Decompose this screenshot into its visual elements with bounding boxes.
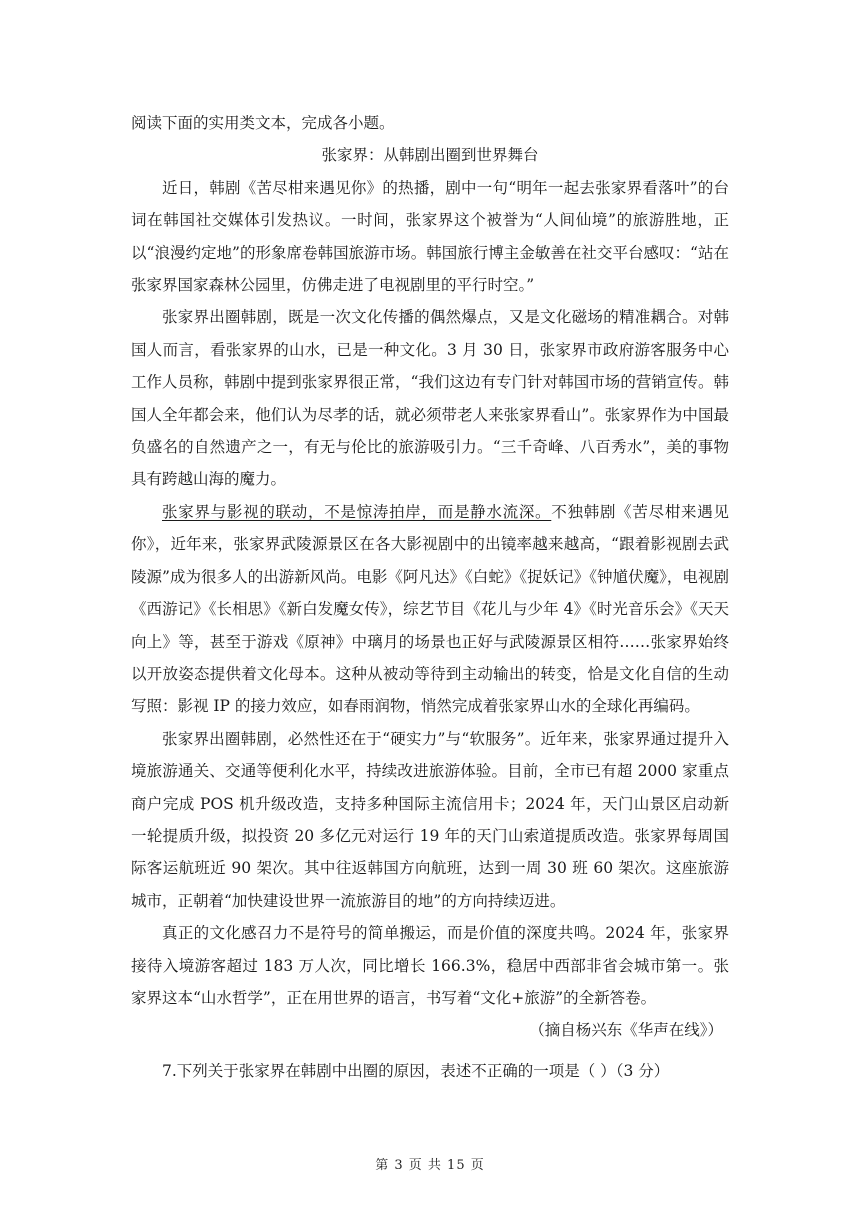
article-title: 张家界：从韩剧出圈到世界舞台 (321, 146, 539, 165)
paragraph-3 (131, 496, 729, 723)
paragraph-5: 真正的文化感召力不是符号的简单搬运，而是价值的深度共鸣。2024 年，张家界接待入境游客超过 183 万人次，同比增长 166.3%，稳居中西部非省会城市第一。张家界这本“山水哲学”，正在用世界的语言，书写着“文化+旅游”的全新答卷。 (131, 924, 729, 1007)
reading-instruction: 阅读下面的实用类文本，完成各小题。 (131, 114, 395, 132)
paragraph-3-text: 不独韩剧《苦尽柑来遇见你》，近年来，张家界武陵源景区在各大影视剧中的出镜率越来越高，“跟着影视剧去武陵源”成为很多人的出游新风尚。电影《阿凡达》《白蛇》《捉妖记》《钟馗伏魔》，电视剧《西游记》《长相思》《新白发魔女传》，综艺节目《花儿与少年 4》《时光音乐会》《天天向上》等，甚至于游戏《原神》中璃月的场景也正好与武陵源景区相符……张家界始终以开放姿态提供着文化母本。这种从被动等待到主动输出的转变，恰是文化自信的生动写照：影视 IP 的接力效应，如春雨润物，悄然完成着张家界山水的全球化再编码。 (131, 502, 729, 716)
paragraph-1: 近日，韩剧《苦尽柑来遇见你》的热播，剧中一句“明年一起去张家界看落叶”的台词在韩国社交媒体引发热议。一时间，张家界这个被誉为“人间仙境”的旅游胜地，正以“浪漫约定地”的形象席卷韩国旅游市场。韩国旅行博主金敏善在社交平台感叹：“站在张家界国家森林公园里，仿佛走进了电视剧里的平行时空。” (131, 178, 729, 295)
document-body (131, 107, 729, 1087)
article-source: （摘自杨兴东《华声在线》） (529, 1021, 723, 1040)
paragraph-2: 张家界出圈韩剧，既是一次文化传播的偶然爆点，又是文化磁场的精准耦合。对韩国人而言，看张家界的山水，已是一种文化。3 月 30 日，张家界市政府游客服务中心工作人员称，韩剧中提到张家界很正常，“我们这边有专门针对韩国市场的营销宣传。韩国人全年都会来，他们认为尽孝的话，就必须带老人来张家界看山”。张家界作为中国最负盛名的自然遗产之一，有无与伦比的旅游吸引力。“三千奇峰、八百秀水”，美的事物具有跨越山海的魔力。 (131, 308, 729, 489)
page-footer: 第 3 页 共 15 页 (375, 1158, 485, 1173)
underlined-sentence: 张家界与影视的联动，不是惊涛拍岸，而是静水流深。 (162, 502, 552, 521)
question-7: 7.下列关于张家界在韩剧中出圈的原因，表述不正确的一项是（ ）（3 分） (162, 1061, 670, 1080)
paragraph-4: 张家界出圈韩剧，必然性还在于“硬实力”与“软服务”。近年来，张家界通过提升入境旅游通关、交通等便利化水平，持续改进旅游体验。目前，全市已有超 2000 家重点商户完成 POS 机升级改造，支持多种国际主流信用卡；2024 年，天门山景区启动新一轮提质升级，拟投资 20 多亿元对运行 19 年的天门山索道提质改造。张家界每周国际客运航班近 90 架次。其中往返韩国方向航班，达到一周 30 班 60 架次。这座旅游城市，正朝着“加快建设世界一流旅游目的地”的方向持续迈进。 (131, 729, 729, 910)
